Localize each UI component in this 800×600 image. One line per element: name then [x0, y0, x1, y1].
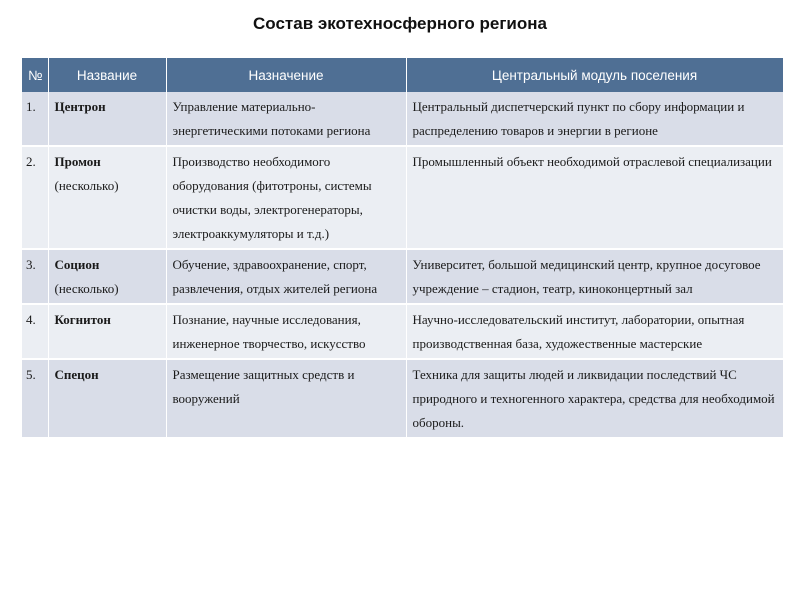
row-name: Спецон	[54, 367, 99, 382]
row-name: Социон	[54, 257, 100, 272]
row-number: 5.	[22, 359, 48, 438]
row-purpose: Познание, научные исследования, инженерное творчество, искусство	[166, 304, 406, 359]
table-row	[22, 304, 783, 359]
row-purpose: Обучение, здравоохранение, спорт, развлечения, отдых жителей региона	[166, 249, 406, 304]
row-name: Центрон	[54, 99, 106, 114]
row-name-cell	[48, 359, 166, 438]
page-title: Состав экотехносферного региона	[253, 14, 547, 33]
row-purpose: Производство необходимого оборудования (фитотроны, системы очистки воды, электрогенераторы, электроаккумуляторы и т.д.)	[166, 146, 406, 249]
table-row	[22, 92, 783, 146]
table-row	[22, 359, 783, 438]
header-purpose: Назначение	[166, 58, 406, 92]
row-name-note: (несколько)	[54, 178, 119, 193]
row-name: Промон	[54, 154, 101, 169]
composition-table	[22, 58, 784, 439]
row-module: Научно-исследовательский институт, лаборатории, опытная производственная база, художественные мастерские	[406, 304, 783, 359]
header-number: №	[22, 58, 48, 92]
row-module: Техника для защиты людей и ликвидации последствий ЧС природного и техногенного характера, средства для необходимой обороны.	[406, 359, 783, 438]
row-name-cell	[48, 92, 166, 146]
row-module: Промышленный объект необходимой отраслевой специализации	[406, 146, 783, 249]
row-number: 1.	[22, 92, 48, 146]
row-name: Когнитон	[54, 312, 111, 327]
row-name-cell	[48, 249, 166, 304]
row-number: 3.	[22, 249, 48, 304]
row-name-cell	[48, 146, 166, 249]
row-module: Университет, большой медицинский центр, крупное досуговое учреждение – стадион, театр, киноконцертный зал	[406, 249, 783, 304]
table-header-row	[22, 58, 783, 92]
header-name: Название	[48, 58, 166, 92]
row-module: Центральный диспетчерский пункт по сбору информации и распределению товаров и энергии в регионе	[406, 92, 783, 146]
row-name-cell	[48, 304, 166, 359]
row-name-note: (несколько)	[54, 281, 119, 296]
row-number: 4.	[22, 304, 48, 359]
header-module: Центральный модуль поселения	[406, 58, 783, 92]
row-number: 2.	[22, 146, 48, 249]
table-row	[22, 146, 783, 249]
row-purpose: Управление материально-энергетическими потоками региона	[166, 92, 406, 146]
table-row	[22, 249, 783, 304]
row-purpose: Размещение защитных средств и вооружений	[166, 359, 406, 438]
